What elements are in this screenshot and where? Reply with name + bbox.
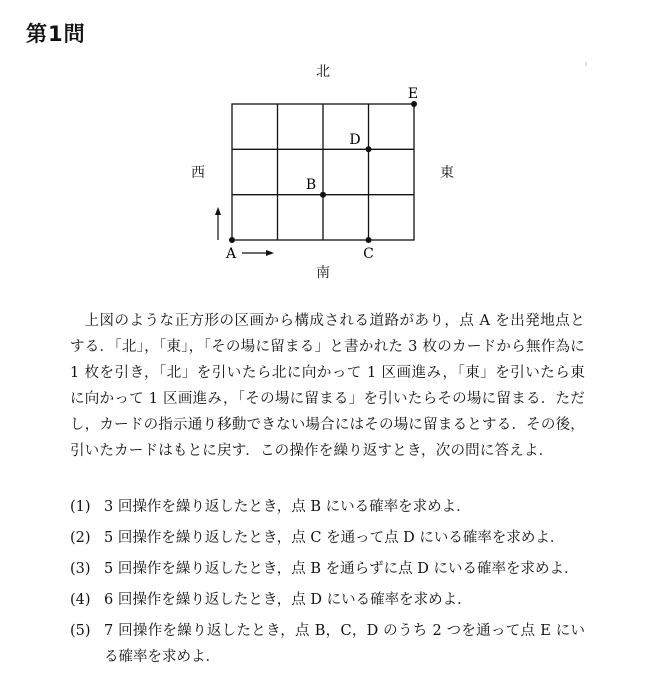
question-text: 7 回操作を繰り返したとき，点 B，C，D のうち 2 つを通って点 E にいる確率を求めよ．	[104, 623, 585, 665]
question-number: (4)	[70, 592, 91, 608]
point-A-label: A	[225, 246, 237, 262]
question-number: (5)	[70, 623, 91, 639]
point-E-label: E	[407, 86, 419, 102]
direction-north: 北	[316, 64, 330, 80]
point-B-label: B	[305, 177, 317, 193]
question-item	[70, 494, 585, 520]
question-text: 6 回操作を繰り返したとき，点 D にいる確率を求めよ．	[104, 592, 472, 608]
direction-west: 西	[191, 165, 205, 181]
question-item	[70, 618, 585, 670]
question-text: 5 回操作を繰り返したとき，点 B を通らずに点 D にいる確率を求めよ．	[104, 561, 579, 577]
point-D-dot	[366, 146, 372, 152]
direction-south: 南	[316, 265, 330, 281]
point-A-dot	[229, 237, 235, 243]
point-C-dot	[366, 237, 372, 243]
east-arrow-icon	[242, 250, 274, 256]
problem-statement: 上図のような正方形の区画から構成される道路があり，点 A を出発地点とする．「北」，「東」，「その場に留まる」と書かれた 3 枚のカードから無作為に 1 枚を引き，「北」を引いたら北に向かって 1 区画進み，「東」を引いたら東に向かって 1 区画進み，「その場に留まる」を引いたらその場に留まる．ただし，カードの指示通り移動できない場合にはその場に留まるとする．その後，引いたカードはもとに戻す．この操作を繰り返すとき，次の問に答えよ．	[70, 313, 585, 459]
problem-title: 第1問	[26, 22, 86, 46]
grid-lines	[232, 104, 414, 240]
point-C	[363, 237, 374, 262]
question-list	[70, 494, 585, 675]
point-B-dot	[320, 192, 326, 198]
point-D-label: D	[349, 132, 361, 148]
question-text: 5 回操作を繰り返したとき，点 C を通って点 D にいる確率を求めよ．	[104, 530, 565, 546]
direction-east: 東	[440, 165, 454, 181]
question-number: (2)	[70, 530, 91, 546]
question-item	[70, 525, 585, 551]
north-arrow-icon	[215, 207, 221, 240]
road-grid-figure	[0, 0, 650, 300]
question-item	[70, 587, 585, 613]
question-item	[70, 556, 585, 582]
question-number: (3)	[70, 561, 91, 577]
question-text: 3 回操作を繰り返したとき，点 B にいる確率を求めよ．	[104, 499, 471, 515]
point-C-label: C	[363, 246, 374, 262]
point-A	[225, 237, 237, 262]
question-number: (1)	[70, 499, 91, 515]
